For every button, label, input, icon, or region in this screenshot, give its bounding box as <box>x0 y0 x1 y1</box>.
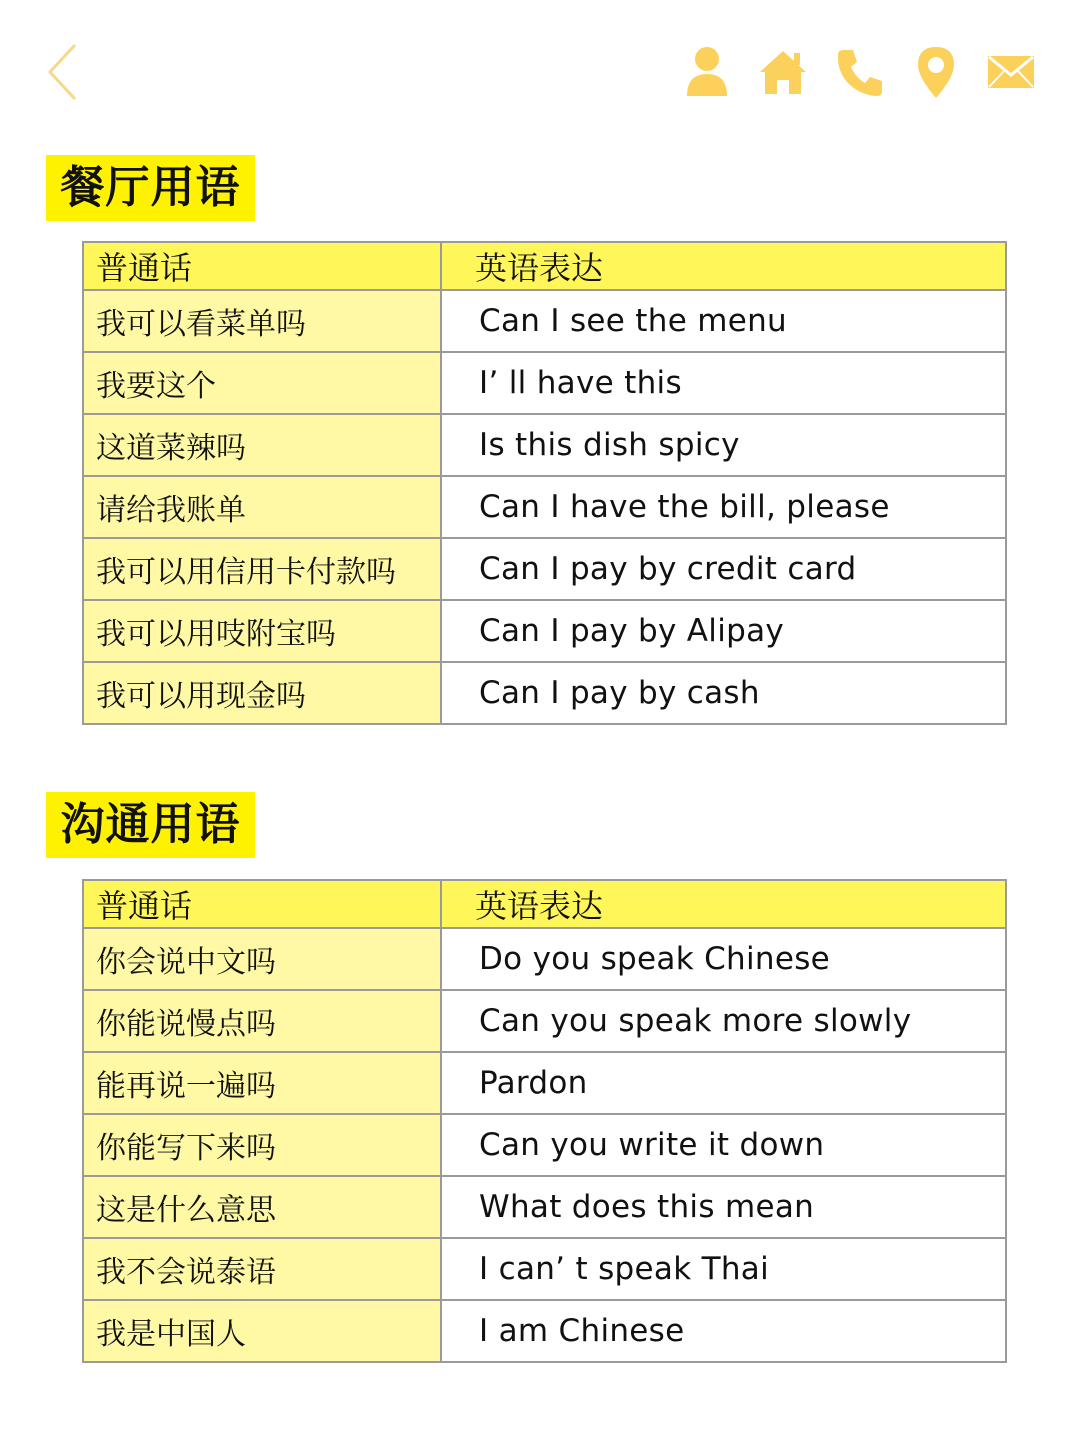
table-row <box>83 290 1006 352</box>
table-row <box>83 662 1006 724</box>
table-row <box>83 476 1006 538</box>
mandarin-cell: 我不会说泰语 <box>83 1238 441 1300</box>
table-row <box>83 1052 1006 1114</box>
english-cell: Can I pay by Alipay <box>441 600 1006 662</box>
english-cell: Is this dish spicy <box>441 414 1006 476</box>
communication-phrases-table <box>82 879 1007 1363</box>
table-row <box>83 1114 1006 1176</box>
mandarin-cell: 这道菜辣吗 <box>83 414 441 476</box>
table-row <box>83 538 1006 600</box>
location-button[interactable] <box>909 44 963 100</box>
section-title-communication: 沟通用语 <box>46 792 255 858</box>
home-icon <box>756 44 810 100</box>
top-nav-bar <box>0 0 1080 140</box>
mandarin-cell: 我可以用信用卡付款吗 <box>83 538 441 600</box>
english-cell: Can you write it down <box>441 1114 1006 1176</box>
column-header-english: 英语表达 <box>441 242 1006 290</box>
mandarin-cell: 能再说一遍吗 <box>83 1052 441 1114</box>
english-cell: Can I pay by credit card <box>441 538 1006 600</box>
restaurant-phrases-table <box>82 241 1007 725</box>
mandarin-cell: 我要这个 <box>83 352 441 414</box>
mandarin-cell: 我可以用现金吗 <box>83 662 441 724</box>
table-row <box>83 928 1006 990</box>
english-cell: Can I see the menu <box>441 290 1006 352</box>
english-cell: What does this mean <box>441 1176 1006 1238</box>
mandarin-cell: 你能说慢点吗 <box>83 990 441 1052</box>
table-header-row <box>83 242 1006 290</box>
table-row <box>83 1176 1006 1238</box>
english-cell: I am Chinese <box>441 1300 1006 1362</box>
english-cell: Can I pay by cash <box>441 662 1006 724</box>
column-header-mandarin: 普通话 <box>83 880 441 928</box>
profile-button[interactable] <box>680 44 734 100</box>
table-row <box>83 1238 1006 1300</box>
english-cell: Do you speak Chinese <box>441 928 1006 990</box>
table-row <box>83 352 1006 414</box>
english-cell: Pardon <box>441 1052 1006 1114</box>
table-row <box>83 1300 1006 1362</box>
column-header-mandarin: 普通话 <box>83 242 441 290</box>
mandarin-cell: 你会说中文吗 <box>83 928 441 990</box>
chevron-left-icon <box>40 40 90 104</box>
person-icon <box>680 44 734 100</box>
table-row <box>83 600 1006 662</box>
back-button[interactable] <box>40 40 90 104</box>
english-cell: Can you speak more slowly <box>441 990 1006 1052</box>
english-cell: I can’ t speak Thai <box>441 1238 1006 1300</box>
section-title-restaurant: 餐厅用语 <box>46 155 255 221</box>
mandarin-cell: 我可以用吱附宝吗 <box>83 600 441 662</box>
column-header-english: 英语表达 <box>441 880 1006 928</box>
phone-icon <box>833 44 887 100</box>
table-row <box>83 414 1006 476</box>
location-pin-icon <box>909 44 963 100</box>
english-cell: Can I have the bill, please <box>441 476 1006 538</box>
mail-icon <box>984 44 1038 100</box>
table-header-row <box>83 880 1006 928</box>
english-cell: I’ ll have this <box>441 352 1006 414</box>
mandarin-cell: 这是什么意思 <box>83 1176 441 1238</box>
mandarin-cell: 请给我账单 <box>83 476 441 538</box>
mandarin-cell: 你能写下来吗 <box>83 1114 441 1176</box>
mandarin-cell: 我可以看菜单吗 <box>83 290 441 352</box>
mail-button[interactable] <box>984 44 1038 100</box>
home-button[interactable] <box>756 44 810 100</box>
mandarin-cell: 我是中国人 <box>83 1300 441 1362</box>
table-row <box>83 990 1006 1052</box>
call-button[interactable] <box>833 44 887 100</box>
